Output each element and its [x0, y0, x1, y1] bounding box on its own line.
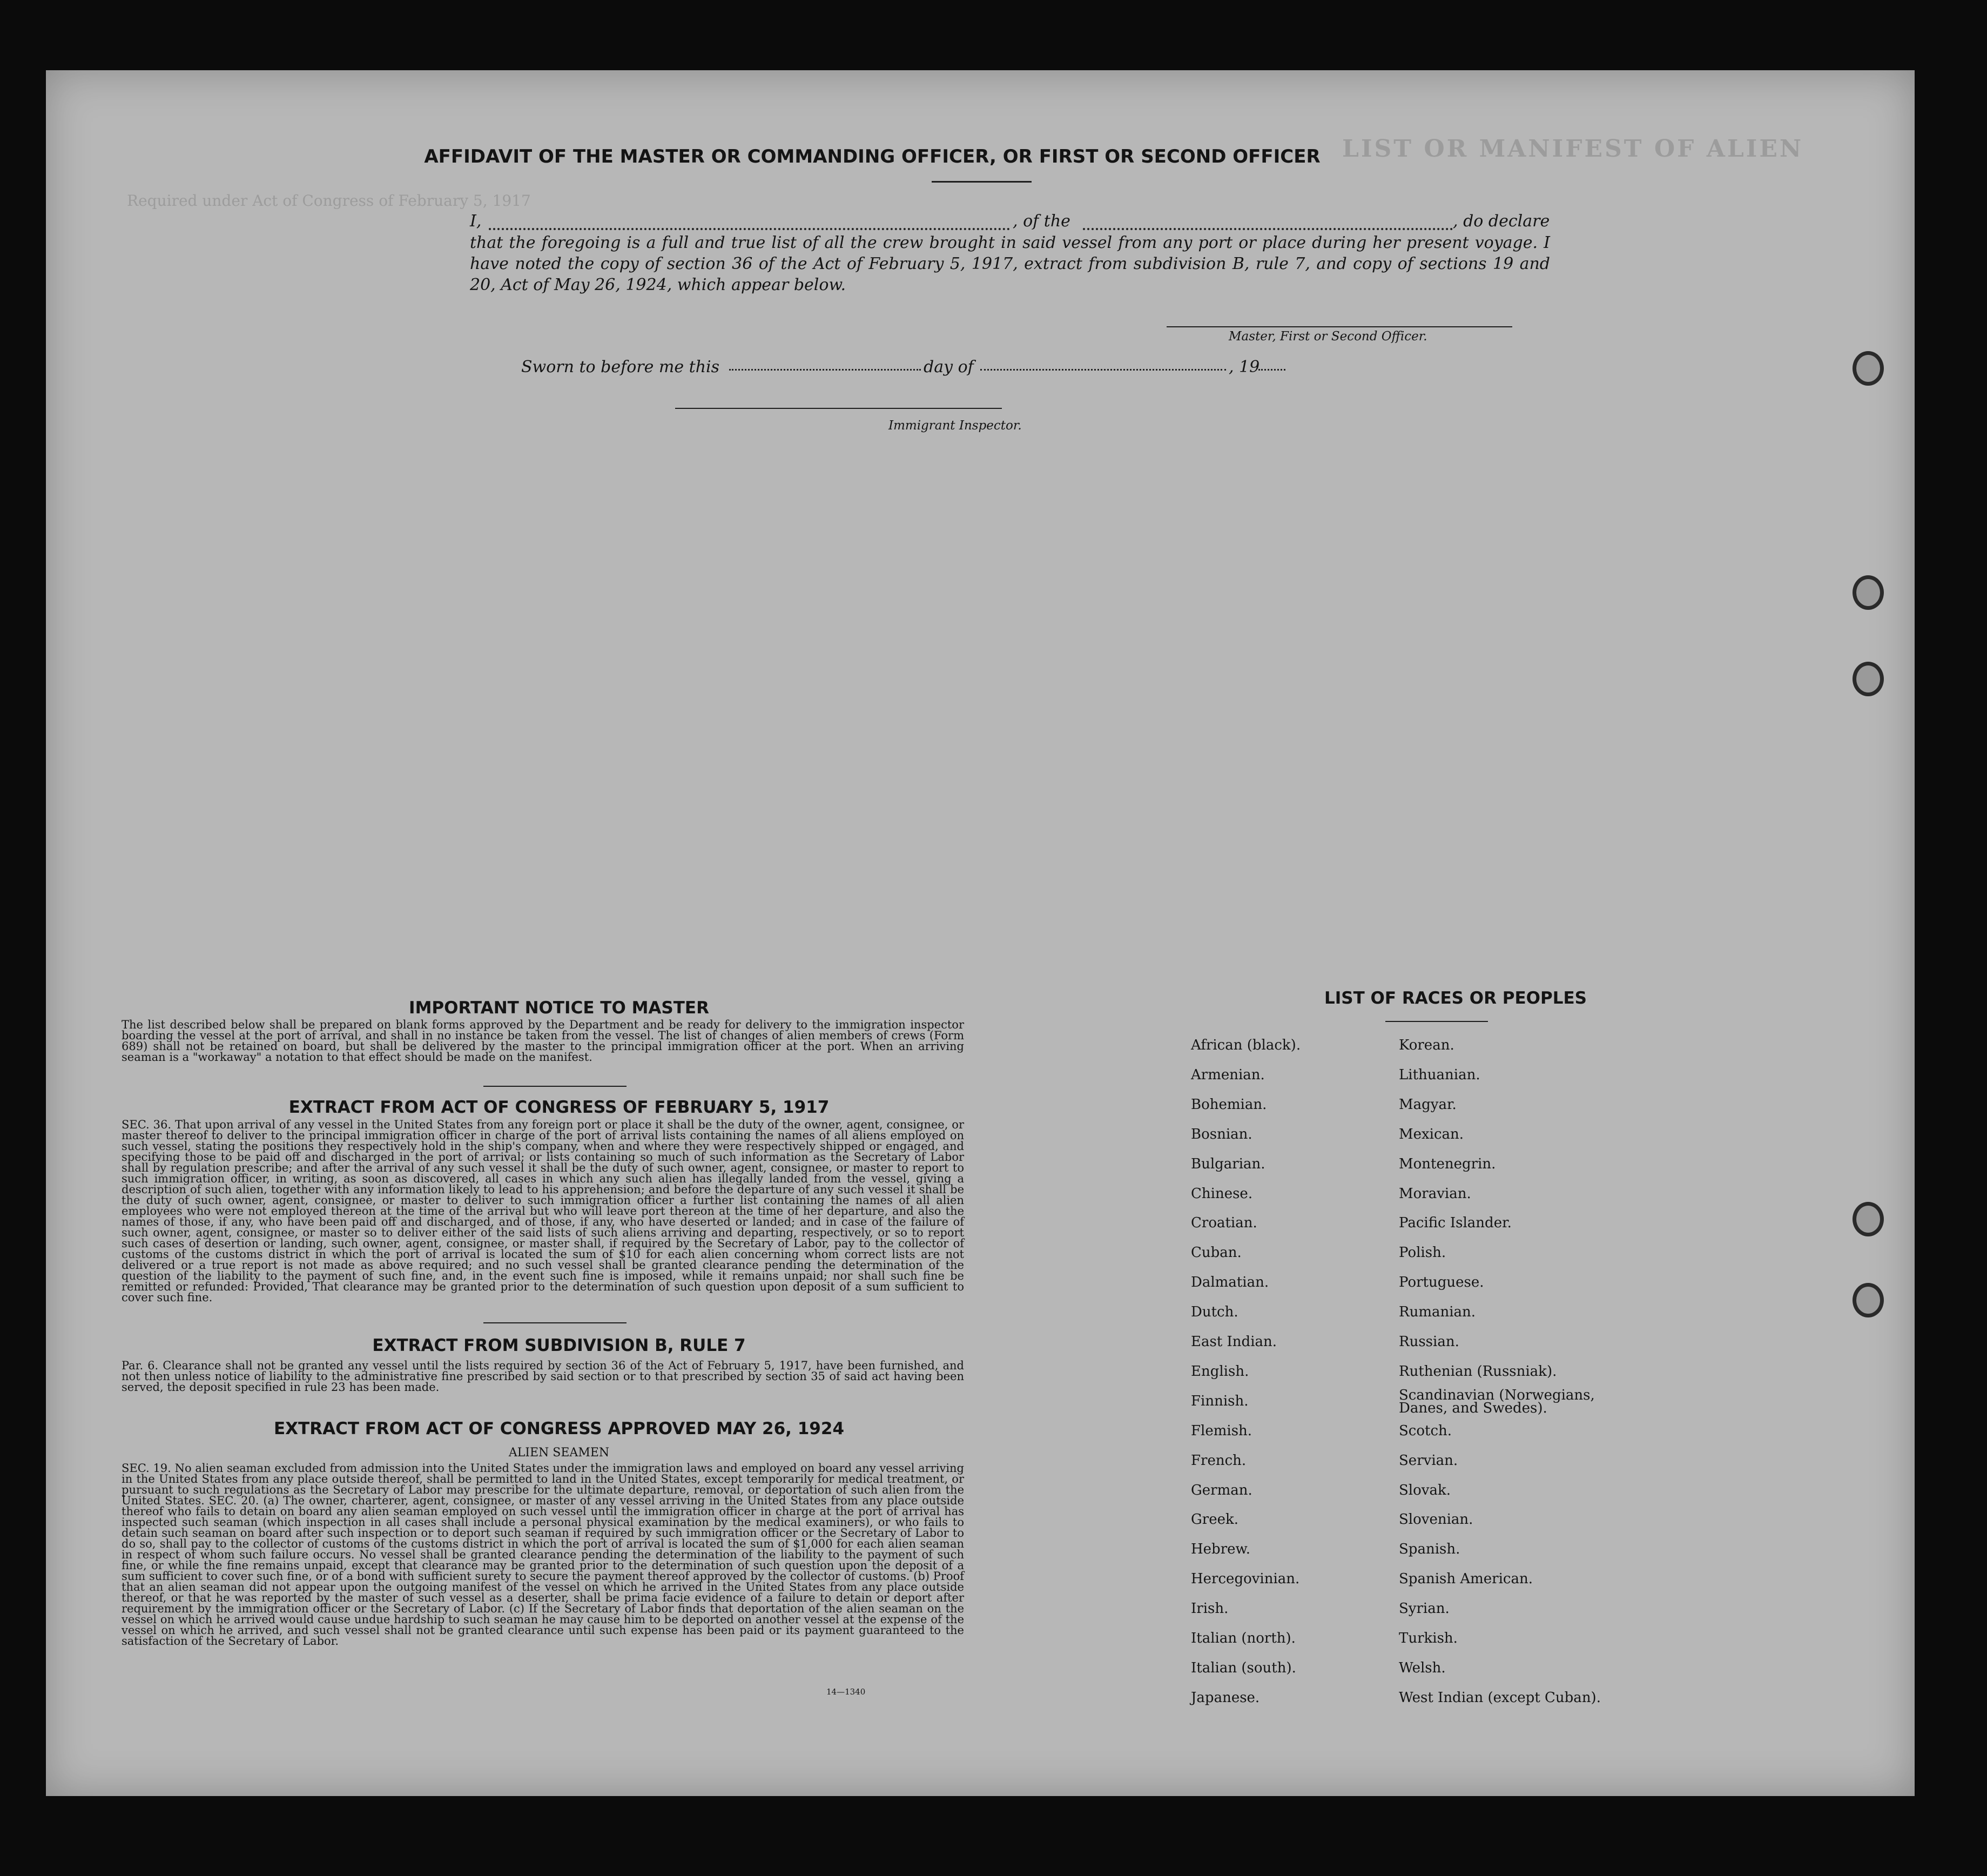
document-page [46, 70, 1915, 1796]
divider [483, 1322, 627, 1323]
signature-line[interactable] [1167, 326, 1512, 327]
race-item: Spanish American. [1399, 1571, 1533, 1588]
race-item: Slovak. [1399, 1482, 1451, 1498]
race-item: English. [1191, 1363, 1249, 1380]
extract-1924-body: SEC. 19. No alien seaman excluded from admission into the United States under the immigration laws and employed on board any vessel arriving in the United States from any place outside thereof, shall be permitted to land in the United States, except temporarily for medical treatment, or pursuant to such regulations as the Secretary of Labor may prescribe for the ultimate departure, removal, or deportation of such alien from the United States. SEC. 20. (a) The owner, charterer, agent, consignee, or master of any vessel arriving in the United States from any place outside thereof who fails to detain on board any alien seaman employed on such vessel until the immigration officer in charge at the port of arrival has inspected such seaman (which inspection in all cases shall include a personal physical examination by the medical examiners), or who fails to detain such seaman on board after such inspection or to deport such seaman if required by such immigration officer or the Secretary of Labor to do so, shall pay to the collector of customs of the customs district in which the port of arrival is located the sum of $1,000 for each alien seaman in respect of whom such failure occurs. No vessel shall be granted clearance pending the determination of the liability to the payment of such fine, or while the fine remains unpaid, except that clearance may be granted prior to the determination of such question upon the deposit of a sum sufficient to cover such fine, or of a bond with sufficient surety to secure the payment thereof approved by the collector of customs. (b) Proof that an alien seaman did not appear upon the outgoing manifest of the vessel on which he arrived in the United States from any place outside thereof, or that he was reported by the master of such vessel as a deserter, shall be prima facie evidence of a failure to detain or deport after requirement by the immigration officer or the Secretary of Labor. (c) If the Secretary of Labor finds that deportation of the alien seaman on the vessel on which he arrived would cause undue hardship to such seaman he may cause him to be deported on another vessel at the expense of the vessel on which he arrived, and such vessel shall not be granted clearance until such expense has been paid or its payment guaranteed to the satisfaction of the Secretary of Labor. [122, 1462, 964, 1648]
divider [932, 181, 1032, 183]
race-item: Dutch. [1191, 1304, 1238, 1321]
race-item: Lithuanian. [1399, 1066, 1480, 1083]
race-item: Syrian. [1399, 1601, 1450, 1617]
race-item: Scotch. [1399, 1422, 1452, 1439]
race-item: Croatian. [1191, 1215, 1257, 1232]
race-item: Russian. [1399, 1334, 1459, 1350]
sworn-day-blank[interactable] [729, 369, 921, 371]
race-item: Italian (south). [1191, 1659, 1296, 1676]
affidavit-body: that the foregoing is a full and true list of all the crew brought in said vessel from any port or place during her present voyage. I have noted the copy of section 36 of the Act of February 5, 1917, extract from subdivision B, rule 7, and copy of sections 19 and 20, Act of May 26, 1924, which appear below. [470, 233, 1550, 294]
inspector-caption: Immigrant Inspector. [888, 419, 1022, 433]
inspector-signature-line[interactable] [675, 408, 1002, 409]
race-item: Welsh. [1399, 1659, 1446, 1676]
affidavit-i-label: I, [470, 212, 482, 231]
race-item: Rumanian. [1399, 1304, 1476, 1321]
sworn-label: Sworn to before me this [521, 358, 720, 376]
subdivision-body: Par. 6. Clearance shall not be granted any vessel until the lists required by section 36 of the Act of February 5, 1917, have been furnished, and not then unless notice of liability to the administrative fine prescribed by said section or to that prescribed by section 35 of said act having been served, the deposit specified in rule 23 has been made. [122, 1359, 964, 1394]
race-item: Bulgarian. [1191, 1155, 1265, 1172]
race-item: Bohemian. [1191, 1096, 1267, 1113]
race-item: Hercegovinian. [1191, 1571, 1300, 1588]
bleed-through-text: LIST OR MANIFEST OF ALIEN [1342, 135, 1804, 163]
race-item: Cuban. [1191, 1245, 1242, 1261]
extract-1924-subheading: ALIEN SEAMEN [508, 1446, 610, 1460]
year-blank[interactable] [1258, 369, 1285, 371]
race-item: Flemish. [1191, 1422, 1252, 1439]
race-item: Pacific Islander. [1399, 1215, 1512, 1232]
subdivision-heading: EXTRACT FROM SUBDIVISION B, RULE 7 [372, 1336, 746, 1355]
race-item: Italian (north). [1191, 1630, 1296, 1646]
race-item: East Indian. [1191, 1334, 1277, 1350]
punch-hole [1853, 662, 1884, 696]
year-label: , 19 [1229, 358, 1260, 376]
race-item: Ruthenian (Russniak). [1399, 1363, 1557, 1380]
sworn-month-blank[interactable] [980, 369, 1226, 371]
race-item: Scandinavian (Norwegians, Danes, and Swedes). [1399, 1387, 1595, 1416]
race-item: Mexican. [1399, 1126, 1464, 1142]
race-item: Japanese. [1191, 1689, 1260, 1706]
race-item: Turkish. [1399, 1630, 1458, 1646]
race-item: Chinese. [1191, 1185, 1253, 1202]
race-item: Greek. [1191, 1511, 1238, 1528]
extract-1924-heading: EXTRACT FROM ACT OF CONGRESS APPROVED MAY 26, 1924 [273, 1419, 845, 1438]
affidavit-declare-label: , do declare [1453, 212, 1550, 231]
race-item: African (black). [1191, 1037, 1301, 1053]
race-item: Korean. [1399, 1037, 1454, 1053]
extract-1917-heading: EXTRACT FROM ACT OF CONGRESS OF FEBRUARY 5, 1917 [288, 1098, 830, 1117]
race-item: Finnish. [1191, 1393, 1249, 1409]
affidavit-heading: AFFIDAVIT OF THE MASTER OR COMMANDING OFFICER, OR FIRST OR SECOND OFFICER [424, 146, 1321, 167]
race-item: Slovenian. [1399, 1511, 1473, 1528]
affidavit-of-the-label: , of the [1013, 212, 1070, 231]
extract-1917-body: SEC. 36. That upon arrival of any vessel in the United States from any foreign port or place it shall be the duty of the owner, agent, consignee, or master thereof to deliver to the principal immigration officer in charge of the port of arrival lists containing the names of all aliens employed on such vessel, stating the positions they respectively hold in the ship's company, when and where they were respectively shipped or engaged, and specifying those to be paid off and discharged in the port of arrival; or lists containing so much of such information as the Secretary of Labor shall by regulation prescribe; and after the arrival of any such vessel it shall be the duty of such owner, agent, consignee, or master to report to such immigration officer, in writing, as soon as discovered, all cases in which any such alien has illegally landed from the vessel, giving a description of such alien, together with any information likely to lead to his apprehension; and before the departure of any such vessel it shall be the duty of such owner, agent, consignee, or master to deliver to such immigration officer a further list containing the names of all alien employees who were not employed thereon at the time of the arrival but who will leave port thereon at the time of her departure, and also the names of those, if any, who have been paid off and discharged, and of those, if any, who have deserted or landed; and in case of the failure of such owner, agent, consignee, or master so to deliver either of the said lists of such aliens arriving and departing, respectively, or so to report such cases of desertion or landing, such owner, agent, consignee, or master shall, if required by the Secretary of Labor, pay to the collector of customs of the customs district in which the port of arrival is located the sum of $10 for each alien concerning whom correct lists are not delivered or a true report is not made as above required; and no such vessel shall be granted clearance pending the determination of the question of the liability to the payment of such fine, and, in the event such fine is imposed, while it remains unpaid; nor shall such fine be remitted or refunded: Provided, That clearance may be granted prior to the determination of such question upon deposit of a sum sufficient to cover such fine. [122, 1118, 964, 1304]
race-item: Dalmatian. [1191, 1274, 1269, 1291]
race-item: Spanish. [1399, 1541, 1460, 1558]
race-item: Portuguese. [1399, 1274, 1484, 1291]
race-item: German. [1191, 1482, 1252, 1498]
race-item: Montenegrin. [1399, 1155, 1496, 1172]
race-item: Bosnian. [1191, 1126, 1252, 1142]
divider [483, 1086, 627, 1087]
notice-heading: IMPORTANT NOTICE TO MASTER [409, 998, 709, 1018]
race-item: West Indian (except Cuban). [1399, 1689, 1601, 1706]
race-item: Armenian. [1191, 1066, 1265, 1083]
race-item: Magyar. [1399, 1096, 1457, 1113]
races-heading: LIST OF RACES OR PEOPLES [1324, 989, 1587, 1008]
race-item: Polish. [1399, 1245, 1446, 1261]
race-item: French. [1191, 1452, 1247, 1469]
punch-hole [1853, 1283, 1884, 1317]
punch-hole [1853, 1202, 1884, 1236]
bleed-through-text: Required under Act of Congress of February 5, 1917 [127, 192, 531, 210]
divider [1385, 1021, 1488, 1022]
punch-hole [1853, 351, 1884, 386]
signature-caption: Master, First or Second Officer. [1229, 330, 1427, 344]
vessel-blank[interactable] [1083, 228, 1453, 230]
race-item: Irish. [1191, 1601, 1229, 1617]
race-item: Servian. [1399, 1452, 1458, 1469]
form-number: 14—1340 [826, 1687, 866, 1697]
name-blank[interactable] [489, 228, 1010, 230]
race-item: Hebrew. [1191, 1541, 1250, 1558]
race-item: Moravian. [1399, 1185, 1471, 1202]
notice-body: The list described below shall be prepared on blank forms approved by the Department and be ready for delivery to the immigration inspector boarding the vessel at the port of arrival, and shall in no instance be taken from the vessel. The list of changes of alien members of crews (Form 689) shall not be retained on board, but shall be delivered by the master to the principal immigration officer at the port. When an arriving seaman is a "workaway" a notation to that effect should be made on the manifest. [122, 1018, 964, 1064]
day-of-label: day of [924, 358, 974, 376]
punch-hole [1853, 575, 1884, 610]
